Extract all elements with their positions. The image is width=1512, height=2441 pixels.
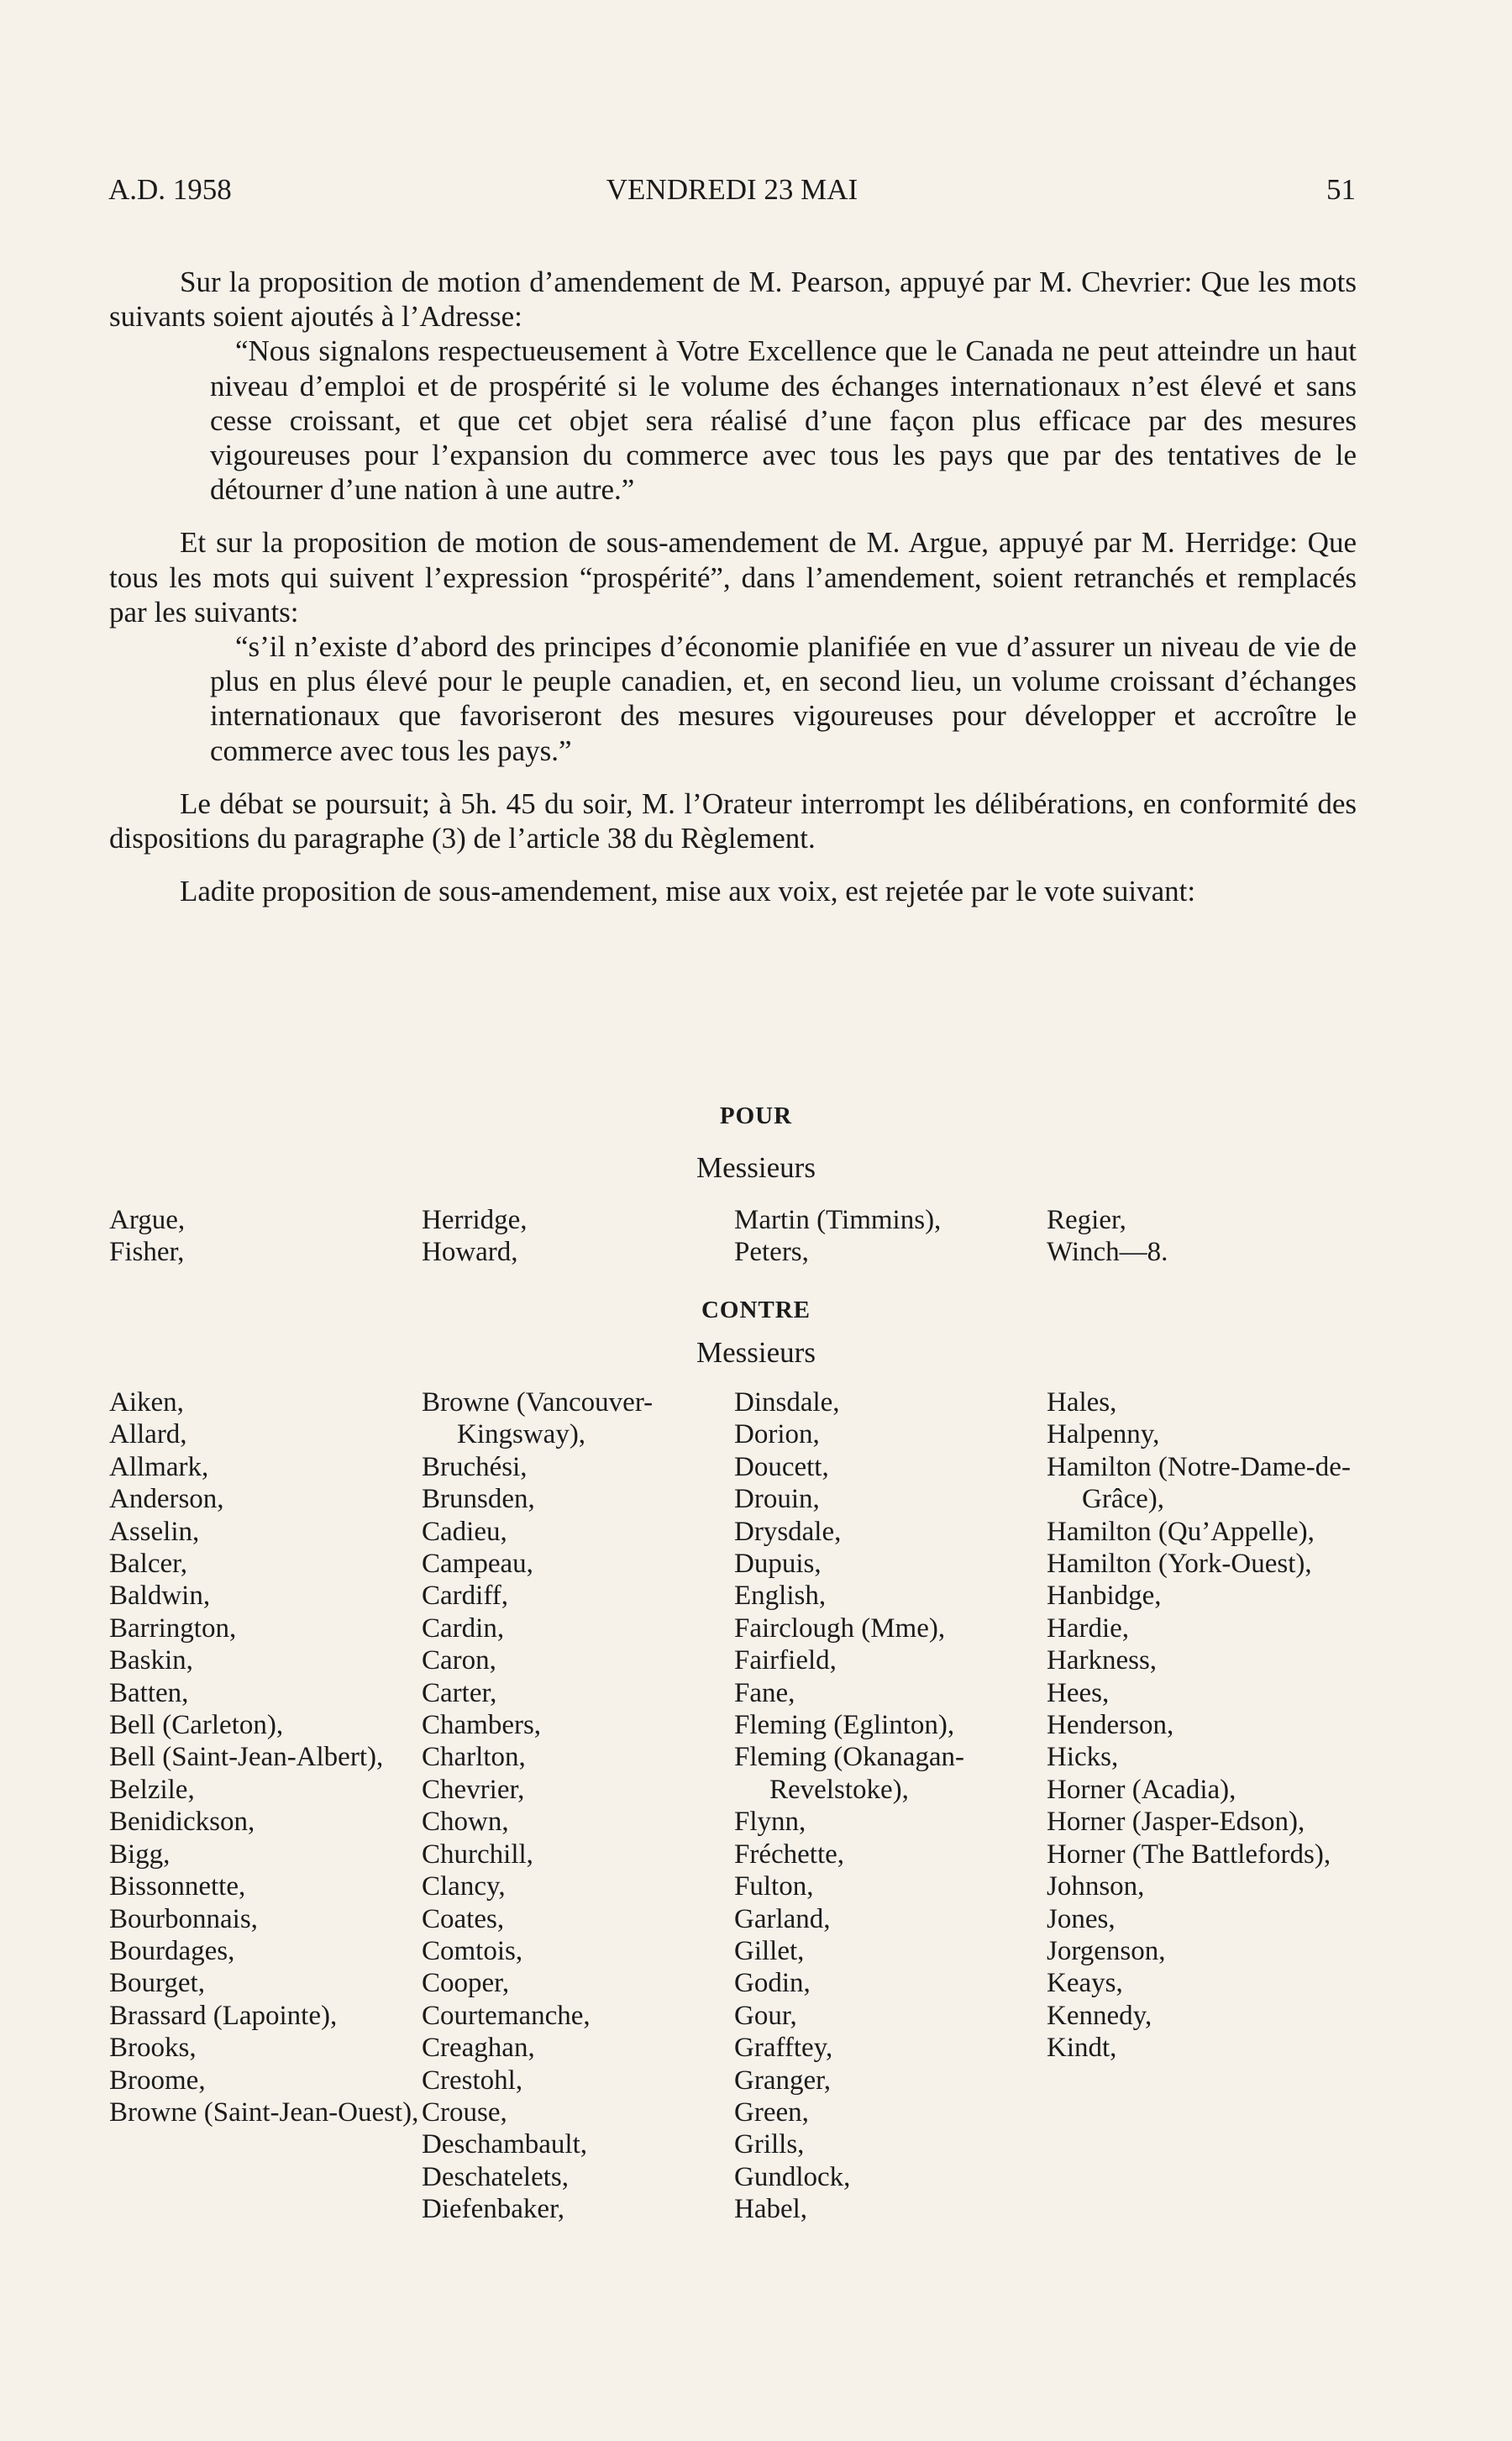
member-name: Caron, (422, 1645, 496, 1676)
member-name: Chambers, (422, 1710, 542, 1741)
member-name: Crestohl, (422, 2065, 523, 2096)
member-name: Asselin, (109, 1516, 200, 1547)
member-name: Horner (The Battlefords), (1047, 1839, 1331, 1870)
page-number: 51 (1326, 173, 1356, 206)
member-name: Flynn, (734, 1807, 806, 1838)
member-name: Clancy, (422, 1871, 506, 1902)
member-name: Bell (Carleton), (109, 1710, 284, 1741)
member-name: Cardiff, (422, 1581, 508, 1612)
member-name: Baldwin, (109, 1581, 211, 1612)
quote-amendment: “Nous signalons respectueusement à Votre Excellence que le Canada ne peut atteindre un haut niveau d’emploi et de prospérité si le volume des échanges internationaux n’est élevé et sans cesse croissant, et que cet objet sera réalisé d’une façon plus efficace par des mesures vigoureuses pour l’expansion du commerce avec tous les pays que par des tentatives de le détourner d’une nation à une autre.” (210, 334, 1357, 507)
member-name: Godin, (734, 1968, 811, 1999)
member-name: Herridge, (422, 1205, 528, 1235)
member-name: Deschambault, (422, 2129, 588, 2160)
quote-subamendment: “s’il n’existe d’abord des principes d’économie planifiée en vue d’assurer un niveau de vie de plus en plus élevé pour le peuple canadien, et, en second lieu, un volume croissant d’échanges internationaux que favoriseront des mesures vigoureuses pour développer et accroître le commerce avec tous les pays.” (210, 630, 1357, 767)
page-header (108, 173, 1356, 215)
member-name: Kennedy, (1047, 2000, 1152, 2031)
member-name: Grills, (734, 2129, 805, 2160)
contre-column (109, 1386, 420, 2128)
pour-name-columns (109, 1204, 1369, 1271)
member-name: Fane, (734, 1677, 795, 1708)
contre-column (422, 1386, 732, 2226)
member-name: Anderson, (109, 1484, 224, 1515)
member-name: Hees, (1047, 1677, 1110, 1708)
member-name: Cardin, (422, 1612, 505, 1644)
member-name: Horner (Jasper-Edson), (1047, 1807, 1305, 1838)
member-name: Barrington, (109, 1612, 237, 1644)
member-name: Coates, (422, 1903, 505, 1934)
contre-name-columns (109, 1386, 1369, 2227)
member-name: Courtemanche, (422, 2000, 591, 2031)
pour-heading: POUR (719, 1102, 793, 1129)
member-name: Granger, (734, 2065, 832, 2096)
member-name: Fleming (Eglinton), (734, 1710, 955, 1741)
member-name: Chown, (422, 1807, 509, 1838)
paragraph-vote: Ladite proposition de sous-amendement, mise aux voix, est rejetée par le vote suivant: (180, 875, 1196, 908)
member-name: Bourget, (109, 1968, 205, 1999)
member-name: Brunsden, (422, 1484, 535, 1515)
member-name: Regier, (1047, 1205, 1126, 1235)
member-name: Martin (Timmins), (734, 1205, 942, 1235)
member-name: Fréchette, (734, 1839, 845, 1870)
body-text (109, 265, 1357, 908)
member-name: Cadieu, (422, 1516, 507, 1547)
member-name: Bell (Saint-Jean-Albert), (109, 1742, 384, 1773)
member-name: Hamilton (York-Ouest), (1047, 1549, 1312, 1580)
header-date: VENDREDI 23 MAI (606, 173, 858, 206)
member-name: Hales, (1047, 1387, 1117, 1418)
member-name: Belzile, (109, 1774, 195, 1805)
member-name: Dorion, (734, 1419, 820, 1450)
member-name: Garland, (734, 1903, 831, 1934)
member-name: Doucett, (734, 1451, 829, 1482)
member-name: Johnson, (1047, 1871, 1145, 1902)
member-name: Bigg, (109, 1839, 171, 1870)
member-name: Peters, (734, 1237, 809, 1268)
member-name: Carter, (422, 1677, 497, 1708)
member-name: Batten, (109, 1677, 189, 1708)
member-name: Jorgenson, (1047, 1935, 1166, 1966)
member-name: Brooks, (109, 2033, 197, 2064)
member-name: Comtois, (422, 1935, 523, 1966)
contre-heading: CONTRE (701, 1297, 811, 1323)
paragraph-pearson-motion: Sur la proposition de motion d’amendement de M. Pearson, appuyé par M. Chevrier: Que les mots suivants soient ajoutés à l’Adresse: (109, 266, 1357, 334)
member-name: Cooper, (422, 1968, 510, 1999)
paragraph-debate: Le débat se poursuit; à 5h. 45 du soir, M. l’Orateur interrompt les délibérations, en conformité des dispositions du paragraphe (3) de l’article 38 du Règlement. (109, 786, 1357, 855)
member-name: Fleming (Okanagan-Revelstoke), (734, 1742, 965, 1805)
member-name: Bruchési, (422, 1451, 528, 1482)
member-name: Charlton, (422, 1742, 526, 1773)
member-name: Kindt, (1047, 2033, 1117, 2064)
member-name: Dupuis, (734, 1549, 822, 1580)
header-year: A.D. 1958 (108, 173, 232, 206)
member-name: Benidickson, (109, 1807, 255, 1838)
pour-column (734, 1204, 1045, 1269)
member-name: Campeau, (422, 1549, 533, 1580)
member-name: Browne (Vancouver-Kingsway), (422, 1387, 654, 1450)
member-name: Drysdale, (734, 1516, 842, 1547)
member-name: Broome, (109, 2065, 206, 2096)
member-name: Argue, (109, 1205, 186, 1235)
member-name: Gour, (734, 2000, 797, 2031)
member-name: Balcer, (109, 1549, 188, 1580)
member-name: Deschatelets, (422, 2161, 570, 2192)
pour-column (1047, 1204, 1357, 1269)
member-name: Harkness, (1047, 1645, 1158, 1676)
member-name: Browne (Saint-Jean-Ouest), (109, 2096, 419, 2128)
pour-subheading: Messieurs (696, 1151, 816, 1184)
member-name: Bissonnette, (109, 1871, 246, 1902)
member-name: Drouin, (734, 1484, 820, 1515)
member-name: Fairclough (Mme), (734, 1612, 946, 1644)
member-name: English, (734, 1581, 827, 1612)
member-name: Brassard (Lapointe), (109, 2000, 338, 2031)
member-name: Baskin, (109, 1645, 193, 1676)
paragraph-argue-subamendment: Et sur la proposition de motion de sous-amendement de M. Argue, appuyé par M. Herridge: Que tous les mots qui suivent l’expression “prospérité”, dans l’amendement, soient retranchés et remplacés par les suivants: (109, 526, 1357, 629)
member-name: Churchill, (422, 1839, 533, 1870)
contre-column (1047, 1386, 1357, 2065)
member-name: Horner (Acadia), (1047, 1774, 1236, 1805)
member-name: Halpenny, (1047, 1419, 1160, 1450)
member-name: Keays, (1047, 1968, 1123, 1999)
member-name: Habel, (734, 2194, 808, 2225)
member-name: Aiken, (109, 1387, 184, 1418)
member-name: Jones, (1047, 1903, 1116, 1934)
member-name: Grafftey, (734, 2033, 833, 2064)
member-name: Henderson, (1047, 1710, 1174, 1741)
member-name: Allard, (109, 1419, 187, 1450)
member-name: Fulton, (734, 1871, 814, 1902)
member-name: Allmark, (109, 1451, 209, 1482)
member-name: Green, (734, 2096, 809, 2128)
member-name: Hardie, (1047, 1612, 1130, 1644)
member-name: Diefenbaker, (422, 2194, 564, 2225)
member-name: Bourbonnais, (109, 1903, 258, 1934)
member-name: Fairfield, (734, 1645, 837, 1676)
member-name: Gillet, (734, 1935, 805, 1966)
pour-column (422, 1204, 732, 1269)
member-name: Crouse, (422, 2096, 507, 2128)
contre-column (734, 1386, 1045, 2226)
member-name: Fisher, (109, 1237, 185, 1268)
member-name: Bourdages, (109, 1935, 235, 1966)
member-name: Hamilton (Notre-Dame-de-Grâce), (1047, 1451, 1351, 1515)
pour-column (109, 1204, 420, 1269)
member-name: Howard, (422, 1237, 518, 1268)
member-name: Hanbidge, (1047, 1581, 1162, 1612)
member-name: Hicks, (1047, 1742, 1119, 1773)
member-name: Winch—8. (1047, 1237, 1168, 1268)
member-name: Hamilton (Qu’Appelle), (1047, 1516, 1315, 1547)
member-name: Chevrier, (422, 1774, 525, 1805)
member-name: Creaghan, (422, 2033, 535, 2064)
member-name: Dinsdale, (734, 1387, 840, 1418)
contre-subheading: Messieurs (696, 1336, 816, 1369)
member-name: Gundlock, (734, 2161, 851, 2192)
